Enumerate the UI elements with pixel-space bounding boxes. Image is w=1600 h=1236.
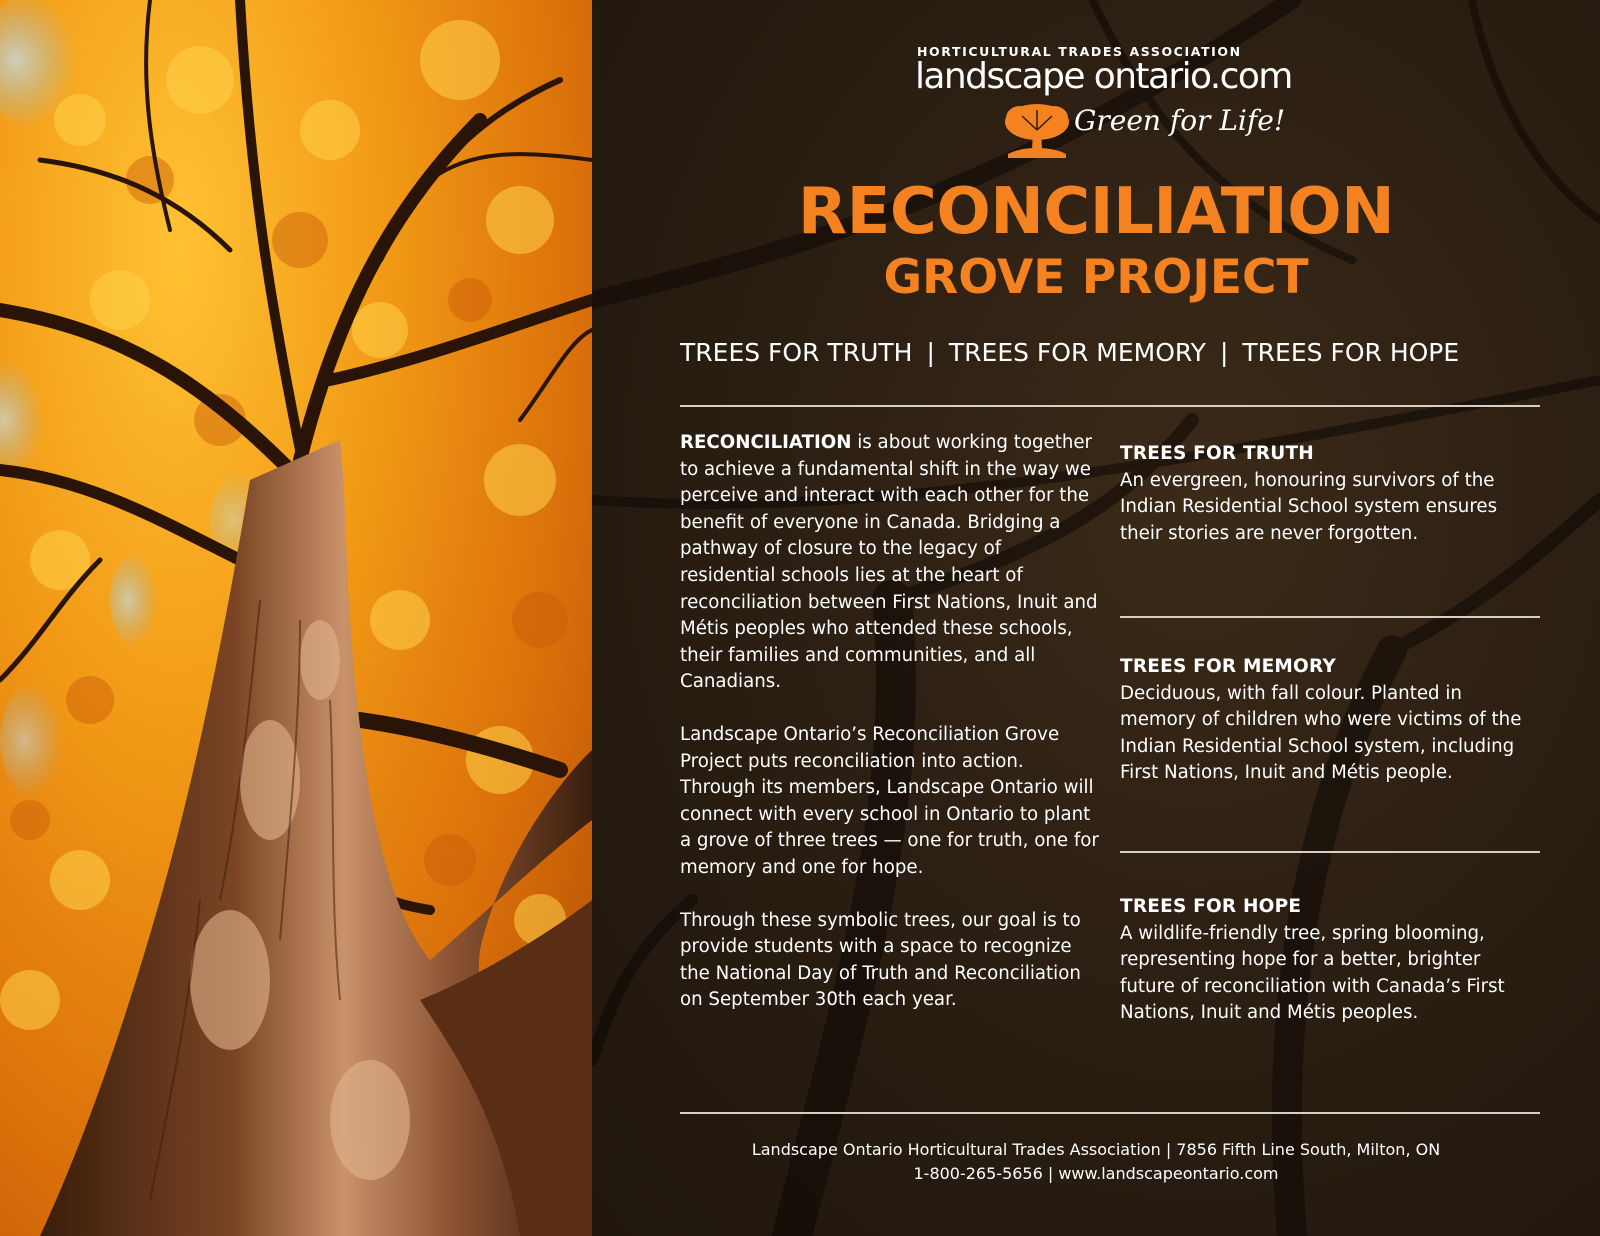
tree-icon — [1002, 100, 1072, 160]
trees-truth-block — [1120, 441, 1540, 547]
intro-paragraph-3: Through these symbolic trees, our goal is to provide students with a space to recognize the National Day of Truth and Reconciliation on September 30th each year. — [680, 909, 1081, 1011]
trees-memory-block — [1120, 654, 1540, 787]
trees-hope-heading: TREES FOR HOPE — [1120, 896, 1302, 917]
divider-bottom — [680, 1112, 1540, 1114]
divider-truth — [1120, 616, 1540, 618]
tagline-hope: TREES FOR HOPE — [1242, 338, 1460, 367]
trees-truth-text: An evergreen, honouring survivors of the Indian Residential School system ensures their stories are never forgotten. — [1120, 469, 1498, 544]
intro-paragraph-2: Landscape Ontario’s Reconciliation Grove Project puts reconciliation into action. Through its members, Landscape Ontario will connect with every school in Ontario to plant a grove of three trees — one for truth, one for memory and one for hope. — [680, 723, 1099, 878]
page-title: RECONCILIATION — [797, 175, 1395, 249]
separator: | — [926, 338, 935, 367]
separator: | — [1219, 338, 1229, 367]
content-panel — [592, 0, 1600, 1236]
footer-address: Landscape Ontario Horticultural Trades Association | 7856 Fifth Line South, Milton, ON — [751, 1140, 1441, 1159]
divider-top — [680, 405, 1540, 407]
logo-tagline: Green for Life! — [1074, 104, 1286, 137]
trees-memory-text: Deciduous, with fall colour. Planted in memory of children who were victims of the Indian Residential School system, including First Nations, Inuit and Métis people. — [1120, 682, 1522, 784]
trees-truth-heading: TREES FOR TRUTH — [1120, 443, 1314, 464]
logo-brand-text: landscape ontario.com — [915, 56, 1292, 97]
intro-column — [680, 430, 1100, 1040]
trees-memory-heading: TREES FOR MEMORY — [1120, 656, 1336, 677]
taglines-row — [680, 338, 1540, 367]
intro-paragraph-1: RECONCILIATION is about working together to achieve a fundamental shift in the way we perceive and interact with each other for the benefit of everyone in Canada. Bridging a pathway of closure to the legacy of residential schools lies at the heart of reconciliation between First Nations, Inuit and Métis peoples who attended these schools, their families and communities, and all Canadians. — [680, 432, 1098, 693]
tagline-memory: TREES FOR MEMORY — [948, 338, 1206, 367]
autumn-tree-photo — [0, 0, 592, 1236]
trees-hope-text: A wildlife-friendly tree, spring blooming, representing hope for a better, brighter future of reconciliation with Canada’s First Nations, Inuit and Métis peoples. — [1120, 922, 1505, 1024]
tagline-truth: TREES FOR TRUTH — [680, 338, 913, 367]
intro-lead: RECONCILIATION — [680, 432, 852, 453]
trees-hope-block — [1120, 894, 1540, 1027]
logo-association-text: HORTICULTURAL TRADES ASSOCIATION — [917, 44, 1242, 59]
footer-contact: 1-800-265-5656 | www.landscapeontario.com — [913, 1164, 1279, 1183]
divider-memory — [1120, 851, 1540, 853]
page-subtitle: GROVE PROJECT — [883, 250, 1309, 305]
